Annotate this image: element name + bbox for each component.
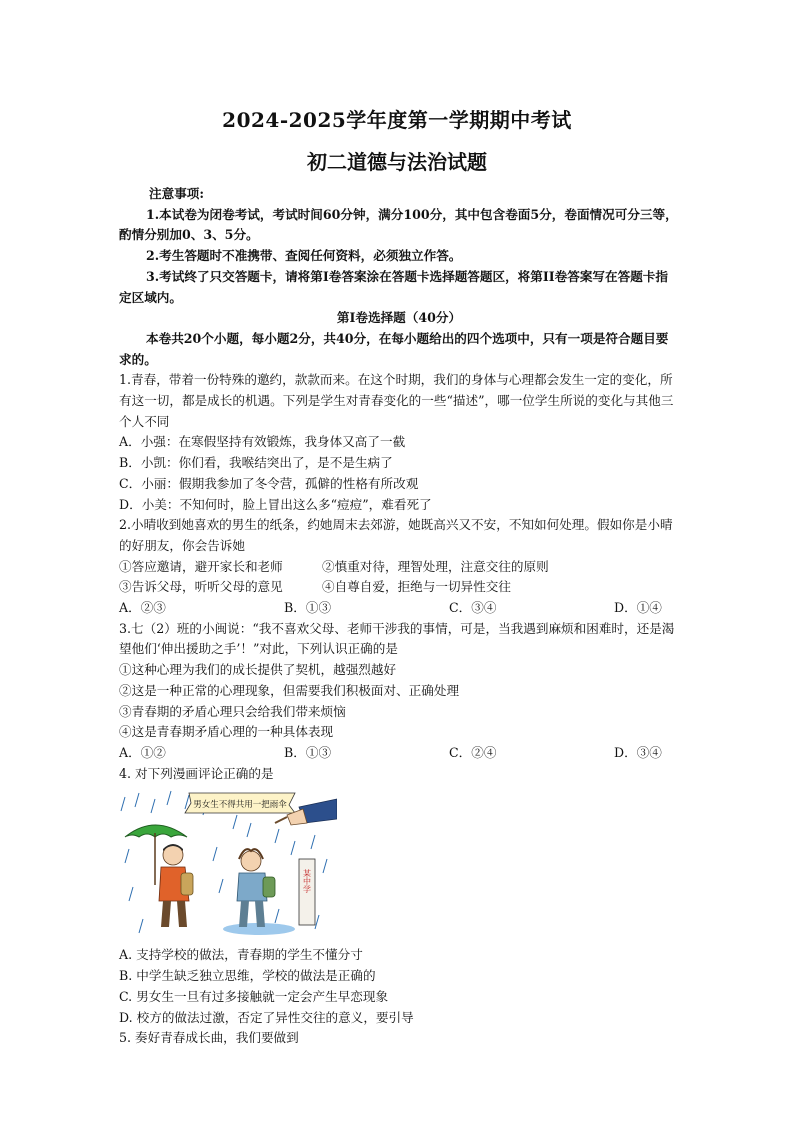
right-student-head: [241, 851, 261, 871]
question-2-item: ①答应邀请，避开家长和老师: [119, 558, 283, 574]
question-1-option: B．小凯：你们看，我喉结突出了，是不是生病了: [119, 455, 393, 471]
question-2-option: D．①④: [614, 600, 662, 616]
exam-title: 2024-2025学年度第一学期期中考试: [222, 108, 572, 132]
question-3-stem: 3.七（2）班的小闽说：“我不喜欢父母、老师干涉我的事情，可是，当我遇到麻烦和困难时，还是渴望他们‘伸出援助之手’！”对此，下列认识正确的是: [119, 620, 675, 657]
question-2-option: A．②③: [119, 600, 166, 616]
umbrella-cartoon-illustration: [119, 789, 337, 939]
question-2-options: [119, 598, 679, 619]
section-instruction: 本卷共20个小题，每小题2分，共40分，在每小题给出的四个选项中，只有一项是符合题目要求的。: [119, 330, 669, 367]
question-1-option: D．小美：不知何时，脸上冒出这么多“痘痘”，难看死了: [119, 496, 432, 512]
question-3-option: D．③④: [614, 744, 662, 760]
question-4-stem: 4. 对下列漫画评论正确的是: [119, 765, 274, 781]
school-sign-text: 某中学: [302, 869, 312, 894]
section-title: 第I卷选择题（40分）: [336, 310, 462, 326]
question-2-option: B．①③: [284, 600, 332, 616]
question-4-option: D. 校方的做法过激，否定了异性交往的意义，要引导: [119, 1009, 414, 1025]
question-1-stem: 1.青春，带着一份特殊的邀约，款款而来。在这个时期，我们的身体与心理都会发生一定的变化，所有这一切，都是成长的机遇。下列是学生对青春变化的一些“描述”，哪一位学生所说的变化与其他三个人不同: [119, 372, 674, 429]
question-3-option: C．②④: [449, 744, 497, 760]
notice-item: 2.考生答题时不准携带、查阅任何资料，必须独立作答。: [146, 248, 462, 264]
exam-content: [119, 184, 679, 1049]
question-2-item: ②慎重对待，理智处理，注意交往的原则: [322, 558, 549, 574]
cartoon-caption: 男女生不得共用一把雨伞: [193, 800, 287, 811]
question-4-option: B. 中学生缺乏独立思维，学校的做法是正确的: [119, 968, 376, 984]
question-3-option: B．①③: [284, 744, 332, 760]
question-1-option: A．小强：在寒假坚持有效锻炼，我身体又高了一截: [119, 434, 406, 450]
left-student-backpack: [181, 873, 193, 895]
question-2-items-row: [119, 557, 679, 578]
question-2-items-row: [119, 577, 679, 598]
notice-heading: 注意事项:: [149, 186, 205, 201]
question-1-option: C．小丽：假期我参加了冬令营，孤僻的性格有所改观: [119, 475, 419, 491]
question-3-item: ②这是一种正常的心理现象，但需要我们积极面对、正确处理: [119, 682, 460, 698]
question-3-item: ④这是青春期矛盾心理的一种具体表现: [119, 724, 334, 740]
question-3-item: ①这种心理为我们的成长提供了契机，越强烈越好: [119, 662, 397, 678]
question-5-stem: 5. 奏好青春成长曲，我们要做到: [119, 1030, 299, 1046]
notice-item: 1.本试卷为闭卷考试，考试时间60分钟，满分100分，其中包含卷面5分，卷面情况可分三等，酌情分别加0、3、5分。: [119, 206, 678, 243]
exam-subtitle: 初二道德与法治试题: [307, 150, 487, 174]
question-3-options: [119, 743, 679, 764]
notice-item: 3.考试终了只交答题卡，请将第I卷答案涂在答题卡选择题答题区，将第II卷答案写在答题卡指定区域内。: [119, 268, 668, 305]
question-4-option: C. 男女生一旦有过多接触就一定会产生早恋现象: [119, 988, 389, 1004]
question-2-option: C．③④: [449, 600, 497, 616]
question-2-item: ③告诉父母，听听父母的意见: [119, 579, 283, 595]
question-3-option: A．①②: [119, 744, 166, 760]
question-3-item: ③青春期的矛盾心理只会给我们带来烦恼: [119, 703, 346, 719]
right-student-shirt: [237, 873, 267, 901]
question-2-item: ④自尊自爱，拒绝与一切异性交往: [322, 579, 511, 595]
right-student-backpack: [263, 877, 275, 897]
question-2-stem: 2.小晴收到她喜欢的男生的纸条，约她周末去郊游，她既高兴又不安，不知如何处理。假如你是小晴的好朋友，你会告诉她: [119, 517, 673, 553]
question-4-option: A. 支持学校的做法，青春期的学生不懂分寸: [119, 947, 363, 963]
